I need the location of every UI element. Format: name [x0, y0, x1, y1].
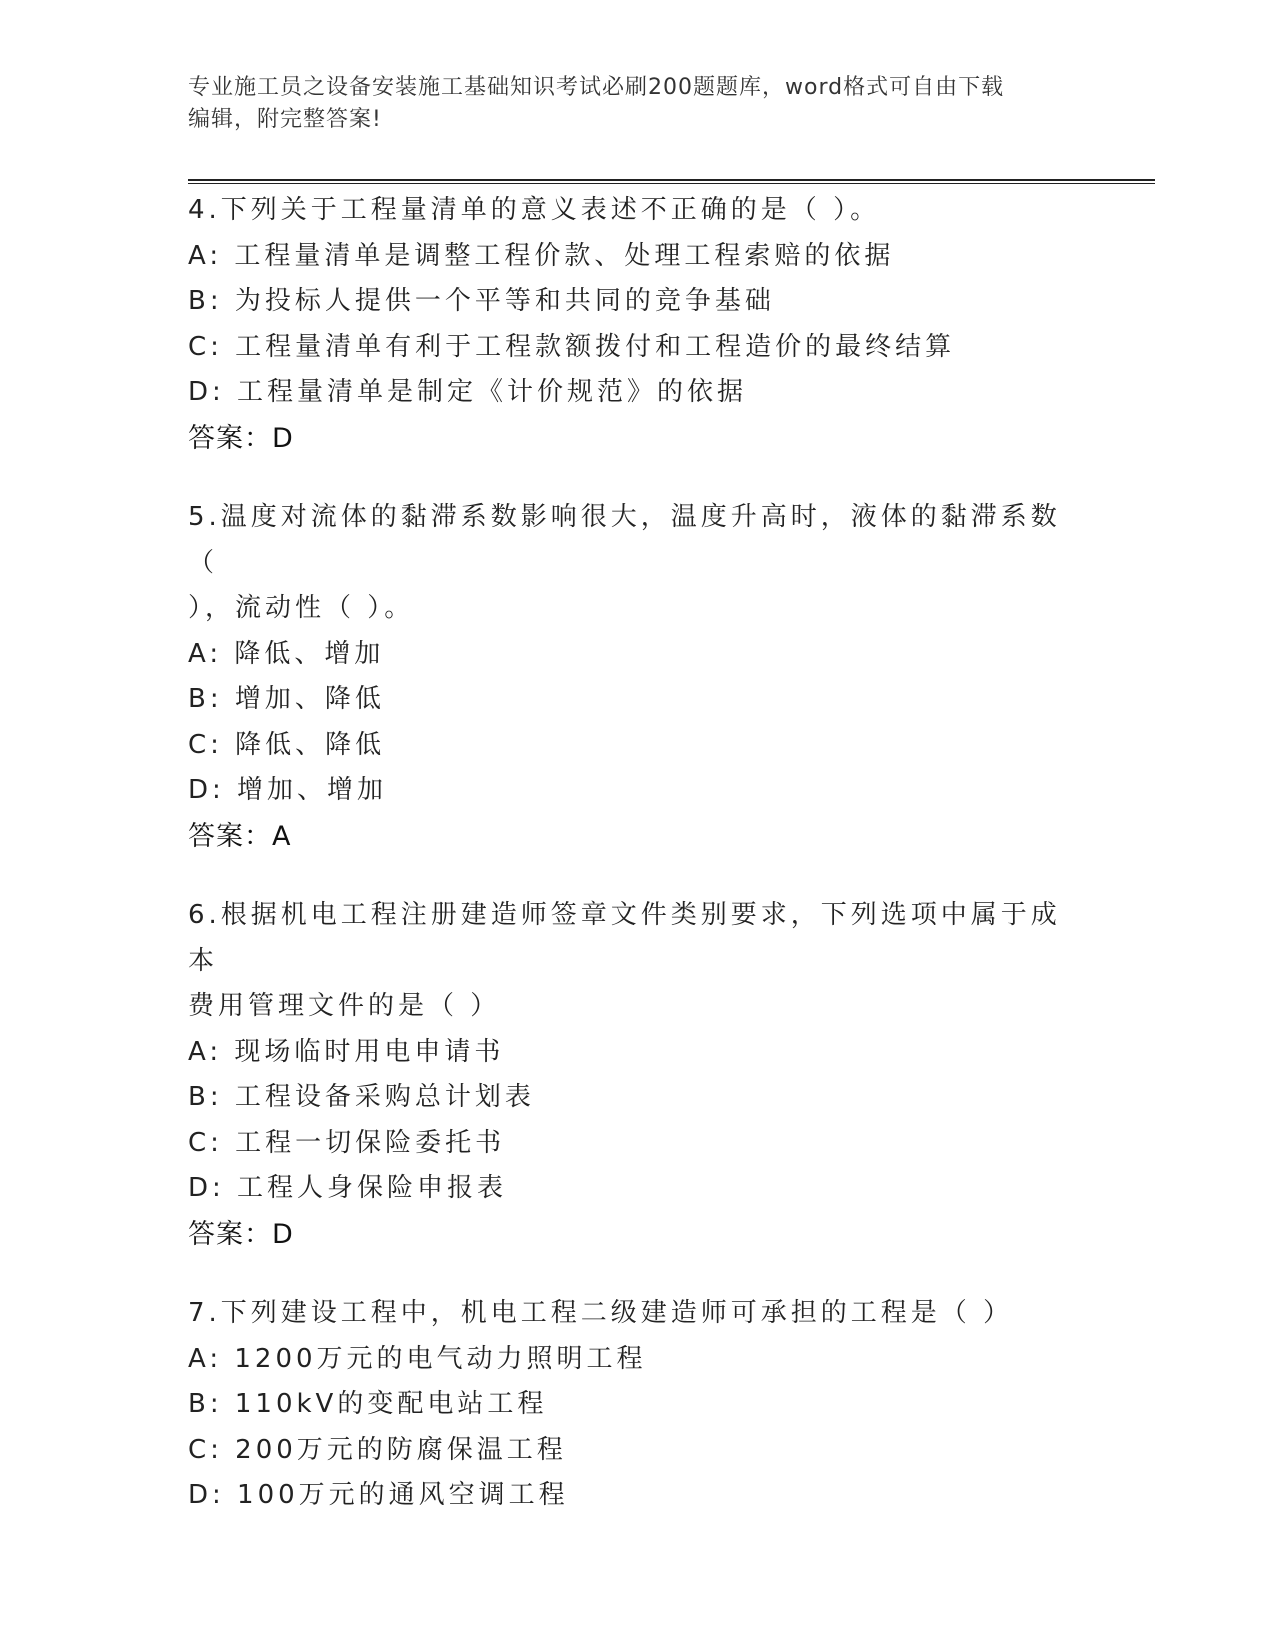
answer: 答案：D: [188, 1218, 294, 1250]
option-a: A: 工程量清单是调整工程价款、处理工程索赔的依据: [188, 240, 895, 271]
option-b: B: 增加、降低: [188, 684, 385, 714]
answer: 答案：D: [188, 422, 294, 454]
header-line-2: 编辑，附完整答案!: [188, 107, 382, 132]
option-c: C: 200万元的防腐保温工程: [188, 1434, 567, 1465]
question-7: [188, 1291, 1088, 1519]
option-b: B: 工程设备采购总计划表: [188, 1082, 535, 1112]
question-text-continued: ），流动性（ ）。: [188, 593, 415, 623]
header-divider-thick: [188, 179, 1155, 181]
option-b: B: 110kV的变配电站工程: [188, 1389, 548, 1419]
option-d: D: 工程量清单是制定《计价规范》的依据: [188, 377, 748, 407]
option-d: D: 工程人身保险申报表: [188, 1173, 508, 1203]
option-c: C: 工程一切保险委托书: [188, 1127, 506, 1158]
question-text: 4.下列关于工程量清单的意义表述不正确的是（ ）。: [188, 195, 881, 225]
header-divider-thin: [188, 183, 1155, 184]
option-c: C: 降低、降低: [188, 729, 386, 760]
option-b: B: 为投标人提供一个平等和共同的竞争基础: [188, 286, 775, 316]
option-a: A: 降低、增加: [188, 638, 385, 669]
question-6: [188, 893, 1088, 1257]
option-c: C: 工程量清单有利于工程款额拨付和工程造价的最终结算: [188, 331, 956, 362]
question-text-continued: 费用管理文件的是（ ）: [188, 991, 501, 1021]
option-d: D: 增加、增加: [188, 775, 388, 805]
header-line-1: 专业施工员之设备安装施工基础知识考试必刷200题题库，word格式可自由下载: [188, 75, 1005, 100]
option-a: A: 1200万元的电气动力照明工程: [188, 1343, 647, 1374]
document-header: [188, 72, 1088, 136]
question-4: [188, 188, 1088, 461]
option-d: D: 100万元的通风空调工程: [188, 1480, 569, 1510]
question-text: 6.根据机电工程注册建造师签章文件类别要求，下列选项中属于成本: [188, 900, 1061, 976]
question-list: [188, 188, 1088, 1553]
option-a: A: 现场临时用电申请书: [188, 1036, 505, 1067]
question-text: 5.温度对流体的黏滞系数影响很大，温度升高时，液体的黏滞系数（: [188, 502, 1061, 578]
answer: 答案：A: [188, 820, 292, 852]
question-5: [188, 495, 1088, 859]
question-text: 7.下列建设工程中，机电工程二级建造师可承担的工程是（ ）: [188, 1298, 1014, 1328]
